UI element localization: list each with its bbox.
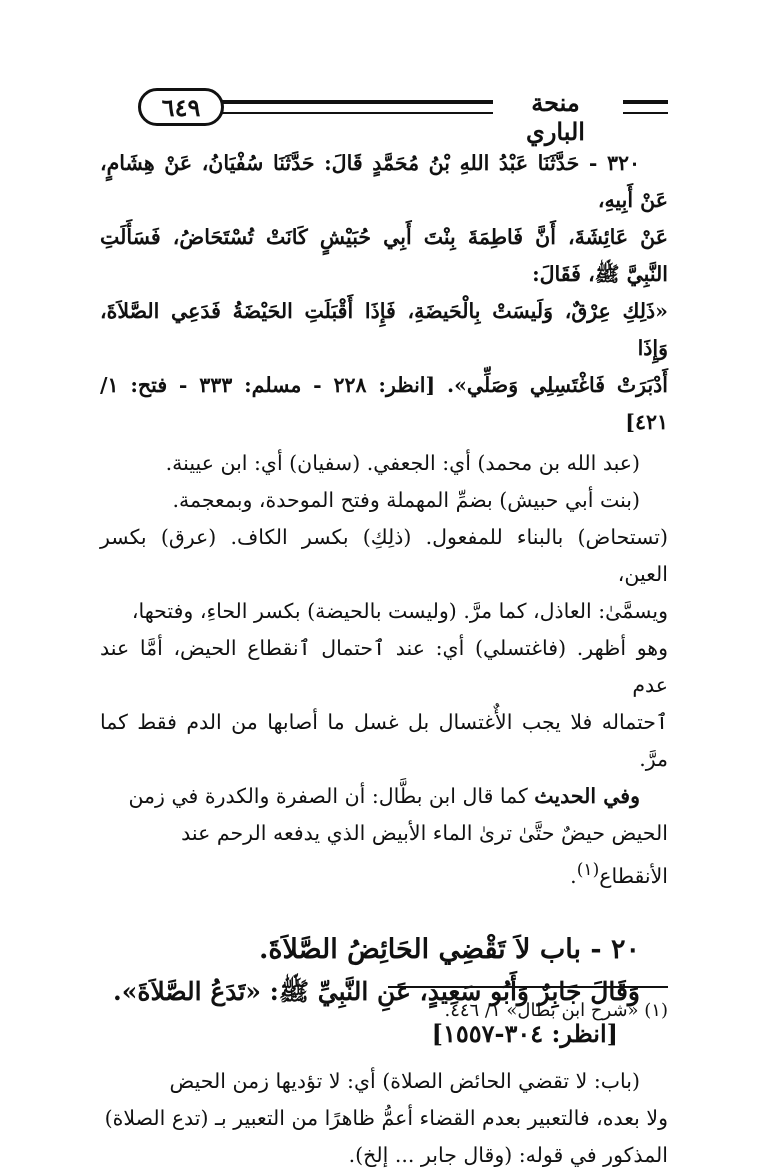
hadith-line: ٣٢٠ - حَدَّثَنَا عَبْدُ اللهِ بْنُ مُحَمَّدٍ قَالَ: حَدَّثَنَا سُفْيَانُ، عَنْ هِشَامٍ، عَنْ أَبِيهِ، [100, 151, 668, 212]
commentary-line: ويسمَّىٰ: العاذل، كما مرَّ. (وليست بالحيضة) بكسر الحاءِ، وفتحها، [131, 599, 668, 623]
commentary-line: (بنت أبي حبيش) بضمِّ المهملة وفتح الموحدة، وبمعجمة. [172, 488, 640, 512]
hadith-line: أَدْبَرَتْ فَاغْتَسِلِي وَصَلِّي». [انظر: ٢٢٨ - مسلم: ٣٣٣ - فتح: ١/ ٤٢١] [100, 373, 668, 434]
explanation-line: المذكور في قوله: (وقال جابر ... إلخ). [348, 1142, 668, 1167]
chapter-reference: [انظر: ٣٠٤-١٥٥٧] [431, 1018, 618, 1048]
footnote: (١) «شرح ابن بطال» ١/ ٤٤٦. [444, 1000, 668, 1021]
footnote-marker[interactable]: (١) [576, 860, 600, 880]
hadith-line: «ذَلِكِ عِرْقٌ، وَلَيسَتْ بِالْحَيضَةِ، فَإِذَا أَقْبَلَتِ الحَيْضَةُ فَدَعِي الصَّلاَةَ، وَإِذَا [100, 299, 668, 360]
commentary-line: (تستحاض) بالبناء للمفعول. (ذلِكِ) بكسر الكاف. (عرق) بكسر العين، [100, 525, 668, 586]
punctuation: . [570, 863, 577, 888]
hadith-line: عَنْ عَائِشَةَ، أَنَّ فَاطِمَةَ بِنْتَ أَبِي حُبَيْشٍ كَانَتْ تُسْتَحَاضُ، فَسَأَلَتِ النَّبِيَّ ﷺ، فَقَالَ: [100, 225, 668, 286]
footnote-divider [388, 986, 668, 988]
explanation-line: (باب: لا تقضي الحائض الصلاة) أي: لا تؤديها زمن الحيض [169, 1068, 640, 1093]
chapter-subtext: وَقَالَ جَابِرٌ وَأَبُو سَعِيدٍ، عَنِ النَّبِيِّ ﷺ: «تَدَعُ الصَّلاَةَ». [113, 976, 640, 1006]
chapter-heading: ٢٠ - باب لاَ تَقْضِي الحَائِضُ الصَّلاَةَ. [258, 933, 640, 965]
commentary-text: الأنقطاع [599, 863, 668, 888]
page-header [98, 86, 668, 146]
header-rule-short [623, 100, 668, 114]
commentary-line: الحيض حيضٌ حتَّىٰ ترىٰ الماء الأبيض الذي يدفعه الرحم عند [181, 821, 668, 845]
page-number: ٦٤٩ [138, 88, 224, 126]
commentary-line: وهو أظهر. (فاغتسلي) أي: عند ٱحتمال ٱنقطاع الحيض، أمَّا عند عدم [100, 636, 668, 697]
commentary-line: ٱحتماله فلا يجب الأٌغتسال بل غسل ما أصابها من الدم فقط كما مرَّ. [100, 710, 668, 771]
commentary-paragraph: (عبد الله بن محمد) أي: الجعفي. (سفيان) أي: ابن عيينة. [165, 451, 640, 475]
bold-lead: وفي الحديث [534, 784, 640, 808]
commentary-line [100, 852, 668, 895]
commentary-text: كما قال ابن بطَّال: أن الصفرة والكدرة في زمن [128, 784, 535, 808]
running-title: منحة الباري [526, 88, 585, 146]
commentary-paragraph [100, 778, 668, 815]
explanation-line: ولا بعده، فالتعبير بعدم القضاء أعمُّ ظاهرًا من التعبير بـ (تدع الصلاة) [104, 1105, 668, 1130]
